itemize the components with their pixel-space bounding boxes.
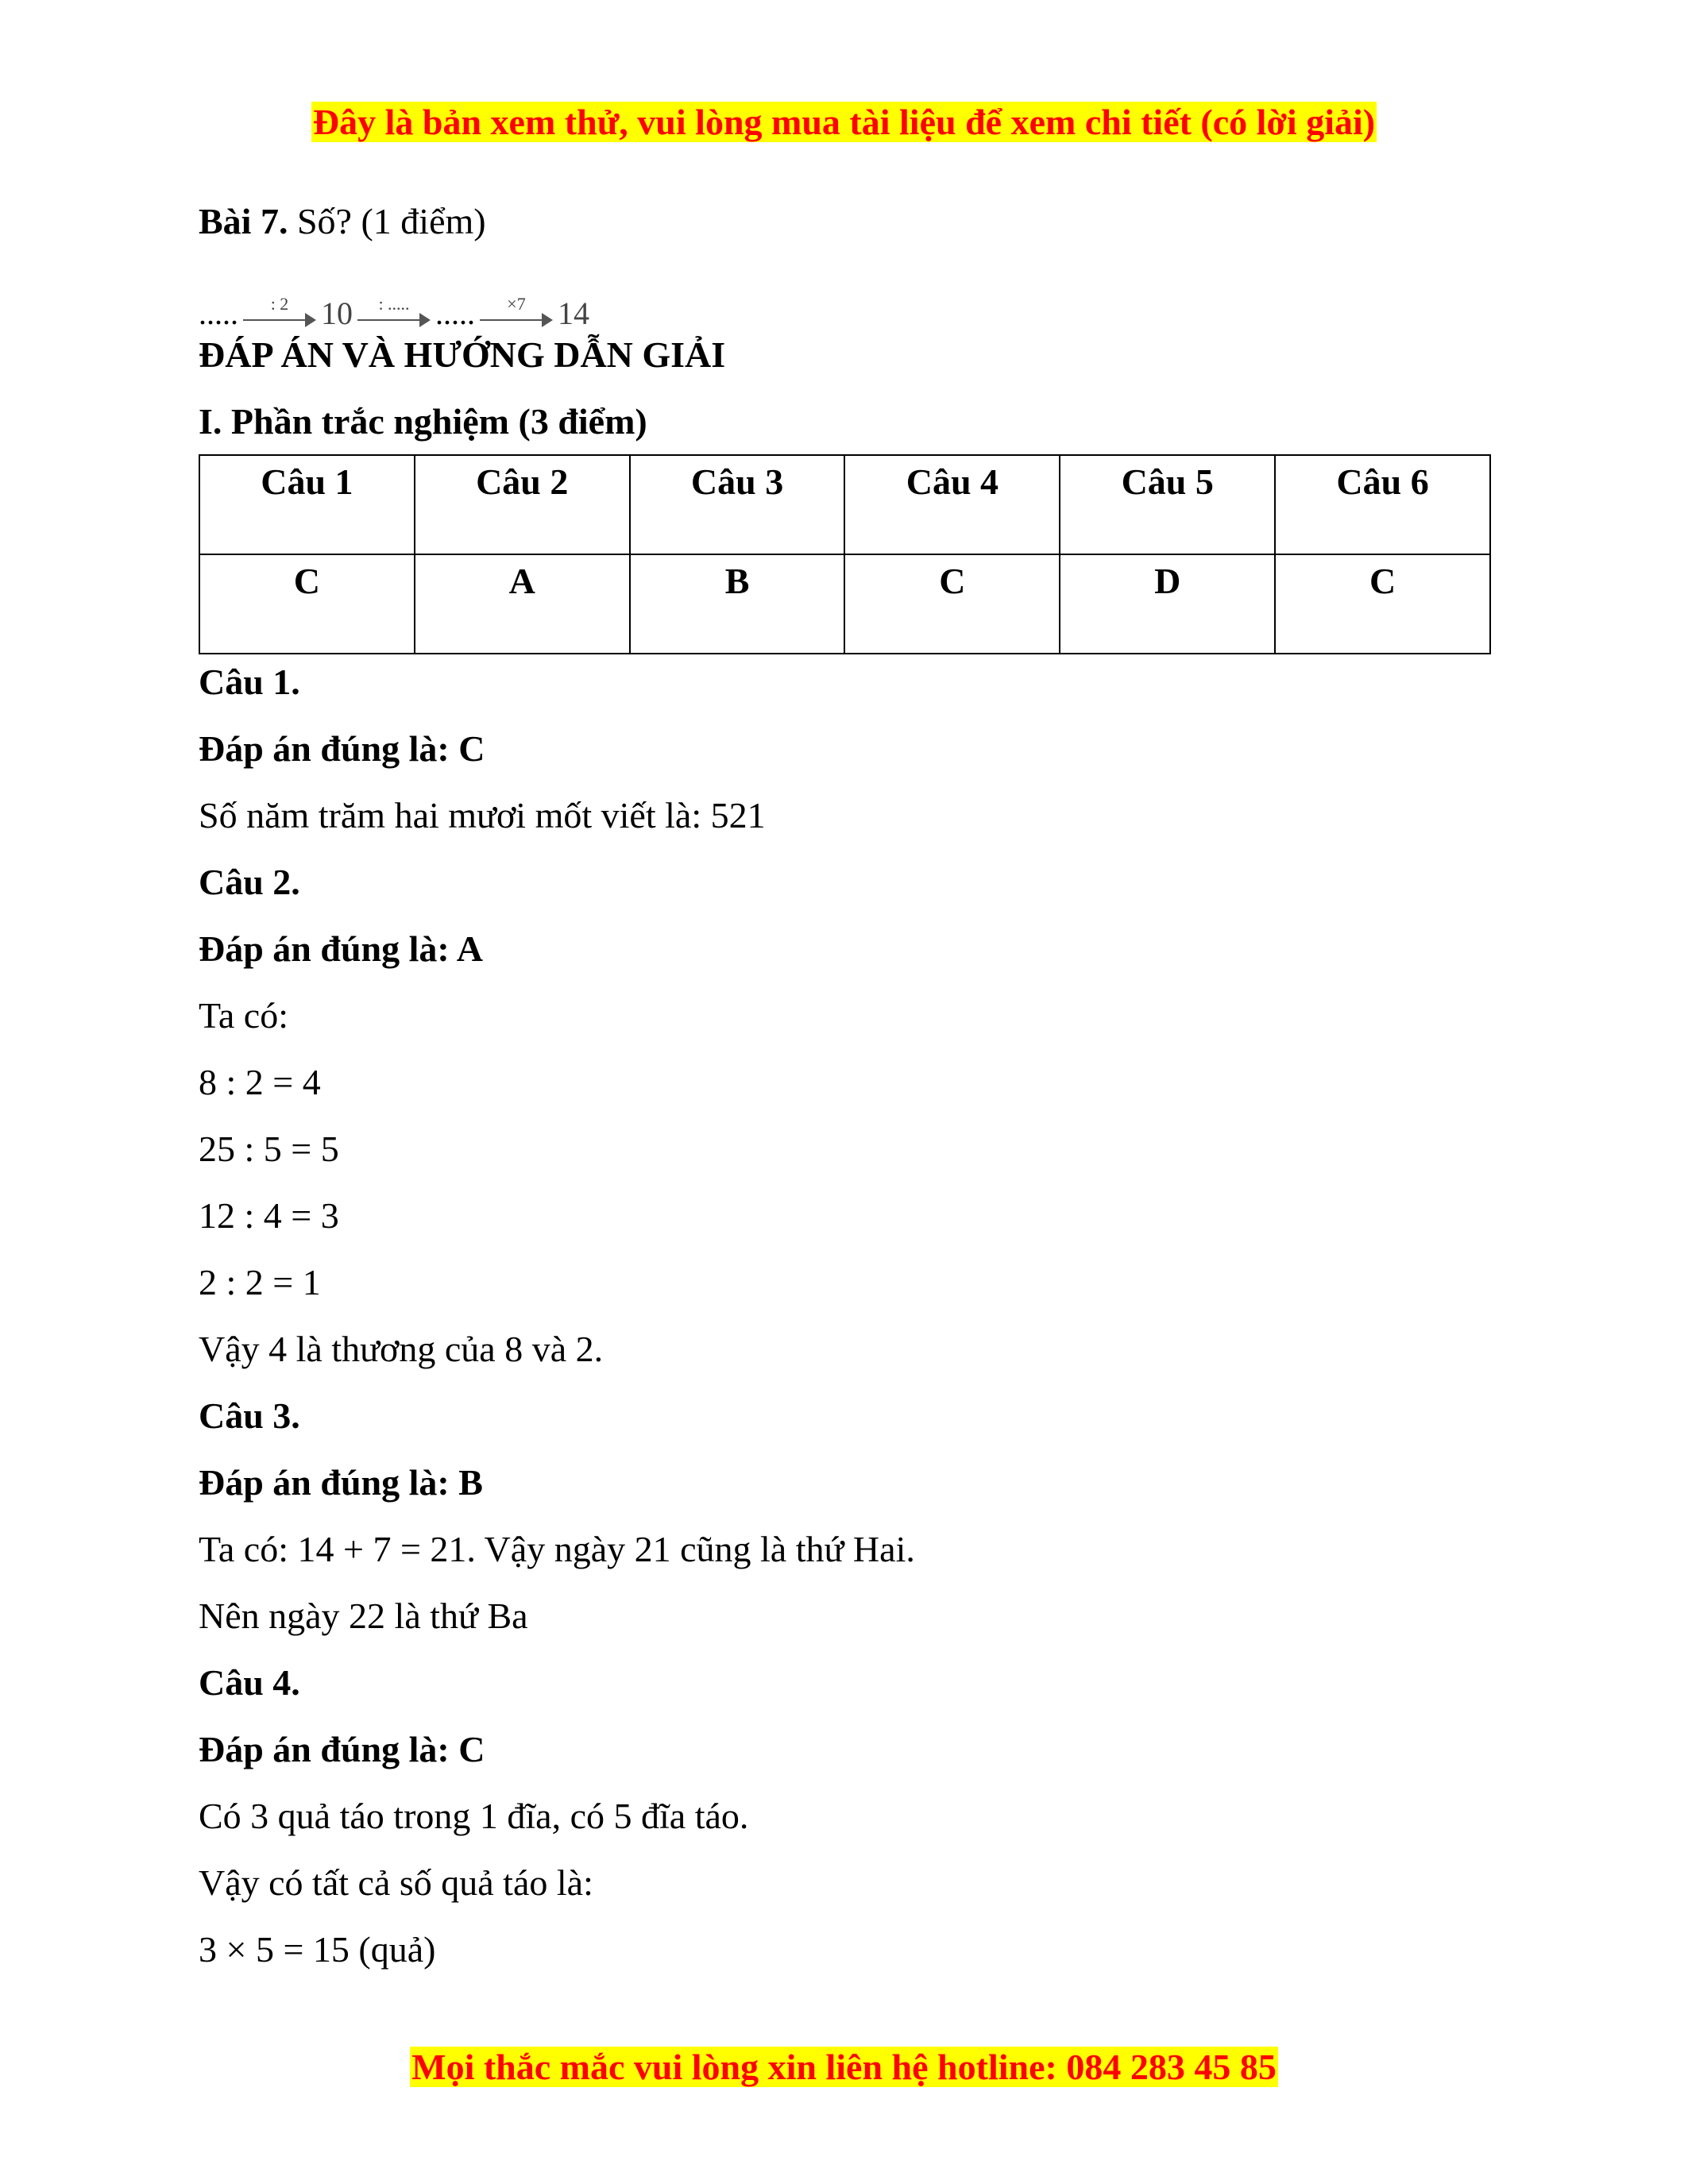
arrow-icon (243, 294, 316, 332)
answers-heading: ĐÁP ÁN VÀ HƯỚNG DẪN GIẢI (199, 334, 726, 375)
chain-op-1: : 2 (270, 294, 289, 314)
solution-title: Câu 4. (199, 1662, 300, 1703)
solution-line: Vậy 4 là thương của 8 và 2. (199, 1329, 604, 1369)
document-body (199, 199, 1489, 1993)
solution-line: Có 3 quả táo trong 1 đĩa, có 5 đĩa táo. (199, 1796, 749, 1836)
preview-notice-text: Đây là bản xem thử, vui lòng mua tài liệu để xem chi tiết (có lời giải) (312, 102, 1376, 142)
solution-q2 (199, 859, 1489, 1393)
hotline-text: Mọi thắc mắc vui lòng xin liên hệ hotline: 084 283 45 85 (411, 2047, 1277, 2087)
table-header-cell: Câu 1 (199, 455, 415, 554)
solution-q4 (199, 1660, 1489, 1993)
solution-answer: Đáp án đúng là: A (199, 928, 483, 969)
chain-value-14: 14 (558, 295, 589, 331)
table-answer-cell: C (199, 554, 415, 654)
solution-line: Vậy có tất cả số quả táo là: (199, 1862, 593, 1903)
solution-line: Ta có: 14 + 7 = 21. Vậy ngày 21 cũng là thứ Hai. (199, 1529, 915, 1569)
table-answer-cell: A (415, 554, 630, 654)
table-answer-cell: D (1060, 554, 1275, 654)
solution-line: Nên ngày 22 là thứ Ba (199, 1596, 528, 1636)
arrow-icon (357, 294, 431, 332)
chain-blank-1: ..... (199, 295, 238, 331)
exercise-7-title (199, 199, 1489, 265)
table-answer-cell: B (630, 554, 845, 654)
answer-table-header-row (199, 455, 1490, 554)
table-answer-cell: C (844, 554, 1060, 654)
solution-title: Câu 2. (199, 862, 300, 902)
solution-line: 12 : 4 = 3 (199, 1195, 339, 1236)
solution-q3 (199, 1393, 1489, 1660)
chain-value-10: 10 (321, 295, 353, 331)
table-header-cell: Câu 6 (1275, 455, 1490, 554)
chain-op-2: : ..... (378, 294, 410, 314)
preview-notice-banner (0, 100, 1688, 145)
solution-title: Câu 1. (199, 662, 300, 702)
table-header-cell: Câu 2 (415, 455, 630, 554)
table-header-cell: Câu 3 (630, 455, 845, 554)
table-header-cell: Câu 5 (1060, 455, 1275, 554)
chain-op-3: ×7 (507, 294, 526, 314)
exercise-7-label: Bài 7. (199, 201, 288, 241)
chain-blank-2: ..... (435, 295, 475, 331)
solution-q1 (199, 659, 1489, 859)
solution-answer: Đáp án đúng là: B (199, 1462, 483, 1503)
answer-table (199, 454, 1491, 654)
hotline-banner (0, 2045, 1688, 2089)
number-chain (199, 265, 1489, 332)
solution-line: Số năm trăm hai mươi mốt viết là: 521 (199, 795, 766, 835)
solution-line: 3 × 5 = 15 (quả) (199, 1929, 436, 1970)
exercise-7-prompt: Số? (1 điểm) (288, 201, 486, 241)
solution-title: Câu 3. (199, 1395, 300, 1436)
solution-line: Ta có: (199, 995, 289, 1036)
solution-line: 2 : 2 = 1 (199, 1262, 321, 1302)
section-1-heading: I. Phần trắc nghiệm (3 điểm) (199, 401, 647, 442)
arrow-icon (480, 294, 553, 332)
table-header-cell: Câu 4 (844, 455, 1060, 554)
answer-table-answer-row (199, 554, 1490, 654)
solution-line: 25 : 5 = 5 (199, 1129, 339, 1169)
solution-answer: Đáp án đúng là: C (199, 728, 485, 769)
solution-line: 8 : 2 = 4 (199, 1062, 321, 1102)
table-answer-cell: C (1275, 554, 1490, 654)
solution-answer: Đáp án đúng là: C (199, 1729, 485, 1769)
